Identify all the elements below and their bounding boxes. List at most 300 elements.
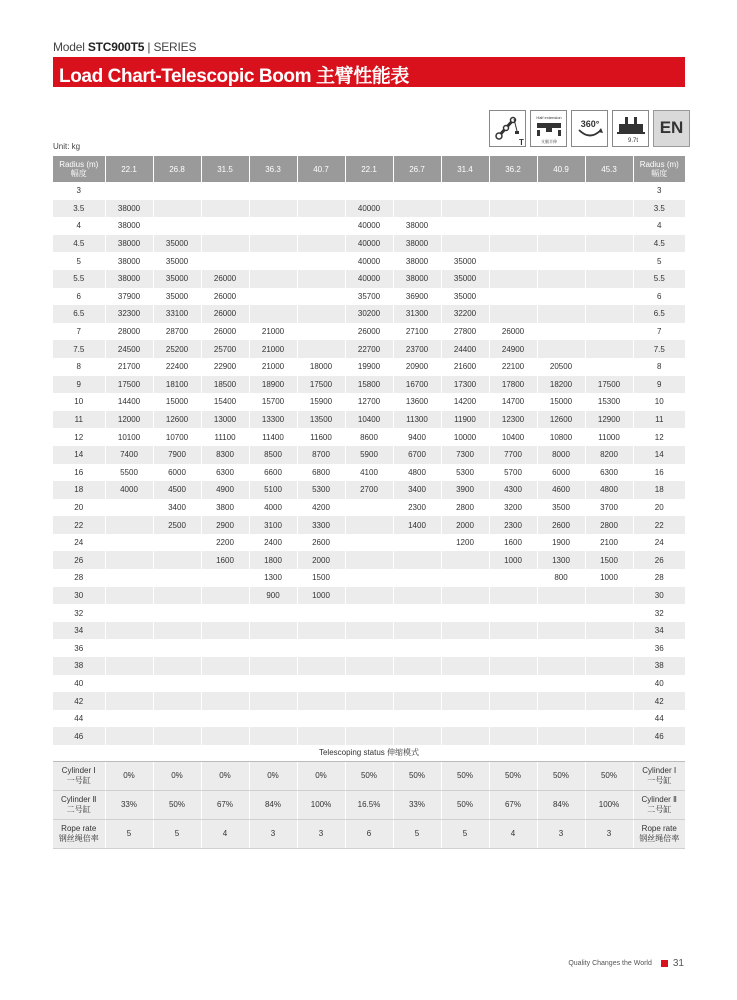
load-cell: 15000 — [153, 393, 201, 411]
load-cell — [393, 200, 441, 218]
radius-cell: 36 — [53, 639, 105, 657]
load-cell — [153, 710, 201, 728]
load-cell — [585, 657, 633, 675]
radius-cell: 4 — [633, 217, 685, 235]
language-label: EN — [659, 118, 684, 137]
load-cell: 11400 — [249, 428, 297, 446]
load-cell: 17500 — [297, 376, 345, 394]
telescoping-status-row — [53, 745, 685, 761]
load-cell: 1300 — [537, 551, 585, 569]
table-row — [53, 252, 685, 270]
load-cell — [393, 692, 441, 710]
table-row — [53, 340, 685, 358]
table-row — [53, 323, 685, 341]
table-row — [53, 534, 685, 552]
load-cell — [441, 657, 489, 675]
radius-cell: 4 — [53, 217, 105, 235]
load-cell: 40000 — [345, 200, 393, 218]
load-cell — [105, 516, 153, 534]
load-cell: 8300 — [201, 446, 249, 464]
load-cell: 6600 — [249, 464, 297, 482]
boom-length-header: 26.7 — [393, 156, 441, 182]
radius-cell: 32 — [633, 604, 685, 622]
load-cell: 24500 — [105, 340, 153, 358]
load-cell — [489, 604, 537, 622]
load-cell — [345, 710, 393, 728]
load-cell — [297, 200, 345, 218]
load-cell: 22100 — [489, 358, 537, 376]
load-cell: 8700 — [297, 446, 345, 464]
load-cell — [249, 604, 297, 622]
table-row — [53, 551, 685, 569]
load-cell — [105, 551, 153, 569]
load-cell — [441, 182, 489, 200]
load-cell: 6000 — [153, 464, 201, 482]
load-cell: 10400 — [489, 428, 537, 446]
load-cell: 5100 — [249, 481, 297, 499]
load-cell — [153, 604, 201, 622]
load-cell: 2600 — [537, 516, 585, 534]
table-row — [53, 376, 685, 394]
load-cell — [441, 675, 489, 693]
load-cell: 15900 — [297, 393, 345, 411]
load-cell — [297, 252, 345, 270]
load-cell — [489, 182, 537, 200]
load-cell: 38000 — [105, 235, 153, 253]
load-cell — [297, 305, 345, 323]
radius-cell: 34 — [633, 622, 685, 640]
radius-label: Radius (m) — [639, 160, 679, 169]
load-cell — [201, 217, 249, 235]
load-cell: 18900 — [249, 376, 297, 394]
load-cell — [393, 622, 441, 640]
load-cell: 3200 — [489, 499, 537, 517]
load-cell — [537, 217, 585, 235]
load-cell — [105, 727, 153, 745]
radius-header — [53, 156, 105, 182]
load-cell — [393, 551, 441, 569]
load-cell — [153, 727, 201, 745]
radius-cell: 44 — [633, 710, 685, 728]
load-cell: 21600 — [441, 358, 489, 376]
rope-rate-row-label-en: Rope rate — [641, 823, 677, 833]
load-cell — [297, 182, 345, 200]
load-cell: 6800 — [297, 464, 345, 482]
load-cell: 27100 — [393, 323, 441, 341]
radius-cell: 18 — [53, 481, 105, 499]
load-cell: 14700 — [489, 393, 537, 411]
radius-cell: 24 — [633, 534, 685, 552]
load-cell: 12000 — [105, 411, 153, 429]
table-row — [53, 587, 685, 605]
radius-cell: 14 — [633, 446, 685, 464]
load-cell: 24900 — [489, 340, 537, 358]
load-cell: 26000 — [201, 288, 249, 306]
load-cell — [153, 587, 201, 605]
load-cell — [105, 639, 153, 657]
table-row — [53, 182, 685, 200]
load-cell: 4000 — [249, 499, 297, 517]
load-cell — [585, 217, 633, 235]
radius-cell: 5.5 — [633, 270, 685, 288]
load-cell — [297, 288, 345, 306]
radius-cell: 8 — [633, 358, 685, 376]
load-cell: 7700 — [489, 446, 537, 464]
radius-cell: 3 — [53, 182, 105, 200]
load-cell — [393, 675, 441, 693]
cylinder-1-row — [53, 761, 685, 790]
load-cell — [441, 217, 489, 235]
load-cell: 13300 — [249, 411, 297, 429]
load-cell — [201, 252, 249, 270]
load-cell: 10700 — [153, 428, 201, 446]
load-cell — [489, 587, 537, 605]
load-cell — [201, 587, 249, 605]
radius-cell: 12 — [53, 428, 105, 446]
table-row — [53, 270, 685, 288]
load-cell: 8500 — [249, 446, 297, 464]
page-number: 31 — [672, 958, 684, 969]
radius-cell: 7.5 — [633, 340, 685, 358]
load-cell — [201, 727, 249, 745]
cylinder-1-row-label-cn: 一号缸 — [647, 775, 672, 785]
load-cell: 17300 — [441, 376, 489, 394]
load-cell — [105, 534, 153, 552]
radius-cell: 46 — [53, 727, 105, 745]
load-cell — [537, 340, 585, 358]
cylinder-1-row-label-en: Cylinder Ⅰ — [642, 765, 677, 775]
load-cell — [153, 534, 201, 552]
load-cell: 32300 — [105, 305, 153, 323]
load-cell — [489, 288, 537, 306]
radius-label: Radius (m) — [59, 160, 99, 169]
rope-rate-row-value: 4 — [489, 819, 537, 848]
load-cell: 35000 — [441, 252, 489, 270]
boom-length-header: 45.3 — [585, 156, 633, 182]
load-cell: 4600 — [537, 481, 585, 499]
load-cell: 40000 — [345, 235, 393, 253]
load-cell — [249, 200, 297, 218]
load-cell: 15800 — [345, 376, 393, 394]
load-cell: 4900 — [201, 481, 249, 499]
table-row — [53, 446, 685, 464]
load-cell — [105, 710, 153, 728]
radius-cell: 9 — [633, 376, 685, 394]
load-cell: 38000 — [105, 217, 153, 235]
load-cell — [345, 182, 393, 200]
table-body — [53, 182, 685, 745]
load-cell — [249, 270, 297, 288]
load-cell: 38000 — [105, 270, 153, 288]
load-cell: 2900 — [201, 516, 249, 534]
load-cell — [297, 675, 345, 693]
load-cell — [297, 622, 345, 640]
load-cell — [153, 622, 201, 640]
load-cell — [489, 657, 537, 675]
load-cell: 20900 — [393, 358, 441, 376]
load-cell: 4800 — [585, 481, 633, 499]
load-cell — [393, 534, 441, 552]
load-cell — [153, 182, 201, 200]
load-cell — [249, 622, 297, 640]
cylinder-2-row-value: 100% — [585, 790, 633, 819]
load-cell — [537, 622, 585, 640]
cylinder-1-row-value: 0% — [105, 761, 153, 790]
cylinder-1-row-value: 0% — [201, 761, 249, 790]
load-cell: 13600 — [393, 393, 441, 411]
radius-cell: 40 — [53, 675, 105, 693]
boom-length-header: 26.8 — [153, 156, 201, 182]
load-cell: 2500 — [153, 516, 201, 534]
load-cell — [585, 305, 633, 323]
load-cell: 5900 — [345, 446, 393, 464]
rope-rate-row — [53, 819, 685, 848]
load-cell: 2000 — [297, 551, 345, 569]
boom-length-header: 40.9 — [537, 156, 585, 182]
radius-cell: 40 — [633, 675, 685, 693]
load-cell — [489, 270, 537, 288]
radius-cell: 11 — [633, 411, 685, 429]
load-cell — [345, 727, 393, 745]
load-cell: 2000 — [441, 516, 489, 534]
load-cell: 26000 — [201, 323, 249, 341]
load-cell: 15300 — [585, 393, 633, 411]
load-cell: 35000 — [153, 235, 201, 253]
table-row — [53, 288, 685, 306]
radius-cell: 6.5 — [633, 305, 685, 323]
load-cell: 4200 — [297, 499, 345, 517]
cylinder-2-row-value: 33% — [393, 790, 441, 819]
load-cell — [489, 639, 537, 657]
load-cell — [297, 217, 345, 235]
rope-rate-row-value: 5 — [393, 819, 441, 848]
model-line — [53, 40, 196, 54]
radius-cell: 26 — [53, 551, 105, 569]
table-row — [53, 622, 685, 640]
radius-cell: 36 — [633, 639, 685, 657]
load-cell: 32200 — [441, 305, 489, 323]
load-cell — [153, 692, 201, 710]
load-cell — [585, 587, 633, 605]
load-cell: 12900 — [585, 411, 633, 429]
load-cell — [297, 710, 345, 728]
table-row — [53, 393, 685, 411]
table-row — [53, 639, 685, 657]
load-cell — [249, 710, 297, 728]
load-cell — [249, 235, 297, 253]
load-cell — [297, 692, 345, 710]
cylinder-2-row-label-cn: 二号缸 — [66, 804, 91, 814]
table-header-row — [53, 156, 685, 182]
load-cell: 22900 — [201, 358, 249, 376]
load-cell — [249, 217, 297, 235]
load-cell: 2100 — [585, 534, 633, 552]
load-cell — [153, 657, 201, 675]
radius-cell: 5.5 — [53, 270, 105, 288]
load-cell — [585, 323, 633, 341]
load-cell — [249, 288, 297, 306]
load-cell — [537, 323, 585, 341]
rope-rate-row-value: 3 — [537, 819, 585, 848]
load-cell: 4500 — [153, 481, 201, 499]
load-cell: 14400 — [105, 393, 153, 411]
radius-cell: 9 — [53, 376, 105, 394]
radius-cell: 5 — [633, 252, 685, 270]
half-extension-icon — [530, 110, 567, 147]
cylinder-1-row-label-cn: 一号缸 — [66, 775, 91, 785]
load-cell — [201, 200, 249, 218]
load-cell — [297, 657, 345, 675]
load-cell: 3500 — [537, 499, 585, 517]
load-cell — [201, 182, 249, 200]
load-cell — [393, 727, 441, 745]
half-extension-sub: 支腿半伸 — [541, 139, 557, 144]
load-cell — [489, 200, 537, 218]
load-cell — [249, 727, 297, 745]
load-cell — [153, 551, 201, 569]
table-row — [53, 710, 685, 728]
load-cell — [297, 604, 345, 622]
load-cell: 8600 — [345, 428, 393, 446]
radius-cell: 6.5 — [53, 305, 105, 323]
load-cell — [537, 182, 585, 200]
load-cell: 1000 — [585, 569, 633, 587]
load-cell: 800 — [537, 569, 585, 587]
load-cell: 5300 — [297, 481, 345, 499]
load-cell: 22400 — [153, 358, 201, 376]
radius-cell: 11 — [53, 411, 105, 429]
load-cell: 24400 — [441, 340, 489, 358]
load-cell — [585, 235, 633, 253]
load-cell: 4100 — [345, 464, 393, 482]
cylinder-1-row-value: 50% — [393, 761, 441, 790]
load-cell: 4000 — [105, 481, 153, 499]
radius-cell: 38 — [633, 657, 685, 675]
cylinder-2-row-label-cn: 二号缸 — [647, 804, 672, 814]
load-cell: 3700 — [585, 499, 633, 517]
telescoping-status-label: Telescoping status 伸缩模式 — [53, 745, 685, 761]
load-cell: 10400 — [345, 411, 393, 429]
load-cell — [441, 200, 489, 218]
load-cell — [201, 657, 249, 675]
radius-cell: 20 — [53, 499, 105, 517]
radius-cell: 22 — [53, 516, 105, 534]
load-cell: 6300 — [585, 464, 633, 482]
load-cell: 10100 — [105, 428, 153, 446]
rope-rate-row-value: 5 — [441, 819, 489, 848]
cylinder-1-row-value: 50% — [537, 761, 585, 790]
cylinder-1-row-value: 0% — [153, 761, 201, 790]
rope-rate-row-label-en: Rope rate — [61, 823, 97, 833]
load-cell — [345, 534, 393, 552]
rope-rate-row-value: 5 — [105, 819, 153, 848]
load-cell: 3400 — [393, 481, 441, 499]
unit-label: Unit: kg — [53, 142, 81, 151]
load-cell: 18500 — [201, 376, 249, 394]
load-cell — [345, 569, 393, 587]
load-cell: 38000 — [393, 235, 441, 253]
radius-cell: 38 — [53, 657, 105, 675]
load-cell: 7400 — [105, 446, 153, 464]
load-cell — [345, 675, 393, 693]
load-cell — [441, 727, 489, 745]
radius-cell: 42 — [633, 692, 685, 710]
boom-length-header: 22.1 — [105, 156, 153, 182]
load-cell — [489, 217, 537, 235]
load-cell — [537, 288, 585, 306]
table-row — [53, 428, 685, 446]
load-cell — [345, 657, 393, 675]
load-cell — [345, 499, 393, 517]
load-cell: 28700 — [153, 323, 201, 341]
radius-cell: 20 — [633, 499, 685, 517]
load-cell: 13500 — [297, 411, 345, 429]
radius-cell: 3 — [633, 182, 685, 200]
load-cell — [537, 305, 585, 323]
table-footer — [53, 745, 685, 848]
counterweight-label: 9.7t — [627, 138, 639, 144]
load-cell — [345, 604, 393, 622]
table-row — [53, 481, 685, 499]
radius-cell: 22 — [633, 516, 685, 534]
load-cell — [585, 270, 633, 288]
load-cell — [153, 569, 201, 587]
half-extension-label: Half extension — [536, 115, 562, 120]
load-cell: 2400 — [249, 534, 297, 552]
load-cell: 40000 — [345, 270, 393, 288]
load-cell — [345, 622, 393, 640]
load-cell — [537, 270, 585, 288]
load-cell: 12600 — [537, 411, 585, 429]
load-cell — [249, 692, 297, 710]
rotation-360-icon — [571, 110, 608, 147]
page-footer — [568, 958, 684, 969]
language-badge — [653, 110, 690, 147]
load-cell — [153, 639, 201, 657]
boom-length-header: 36.2 — [489, 156, 537, 182]
load-cell — [393, 182, 441, 200]
radius-cell: 7 — [633, 323, 685, 341]
load-cell — [393, 710, 441, 728]
cylinder-1-row-value: 0% — [297, 761, 345, 790]
load-cell: 17500 — [105, 376, 153, 394]
model-series: SERIES — [153, 40, 197, 54]
load-cell: 35000 — [153, 288, 201, 306]
load-cell — [249, 657, 297, 675]
load-cell — [585, 675, 633, 693]
radius-cell: 3.5 — [633, 200, 685, 218]
radius-cell: 42 — [53, 692, 105, 710]
table-row — [53, 604, 685, 622]
rotation-label: 360° — [580, 119, 600, 129]
load-cell — [201, 710, 249, 728]
load-cell — [393, 587, 441, 605]
page-title: Load Chart-Telescopic Boom 主臂性能表 — [59, 66, 409, 87]
radius-header — [633, 156, 685, 182]
load-cell: 2300 — [393, 499, 441, 517]
cylinder-2-row-value: 67% — [201, 790, 249, 819]
load-cell: 1300 — [249, 569, 297, 587]
load-cell: 4300 — [489, 481, 537, 499]
load-cell: 1500 — [297, 569, 345, 587]
load-cell — [201, 639, 249, 657]
table-row — [53, 657, 685, 675]
table-row — [53, 464, 685, 482]
cylinder-2-row-label-en: Cylinder Ⅱ — [60, 794, 97, 804]
load-cell — [441, 710, 489, 728]
load-cell — [489, 252, 537, 270]
cylinder-1-row-value: 50% — [441, 761, 489, 790]
